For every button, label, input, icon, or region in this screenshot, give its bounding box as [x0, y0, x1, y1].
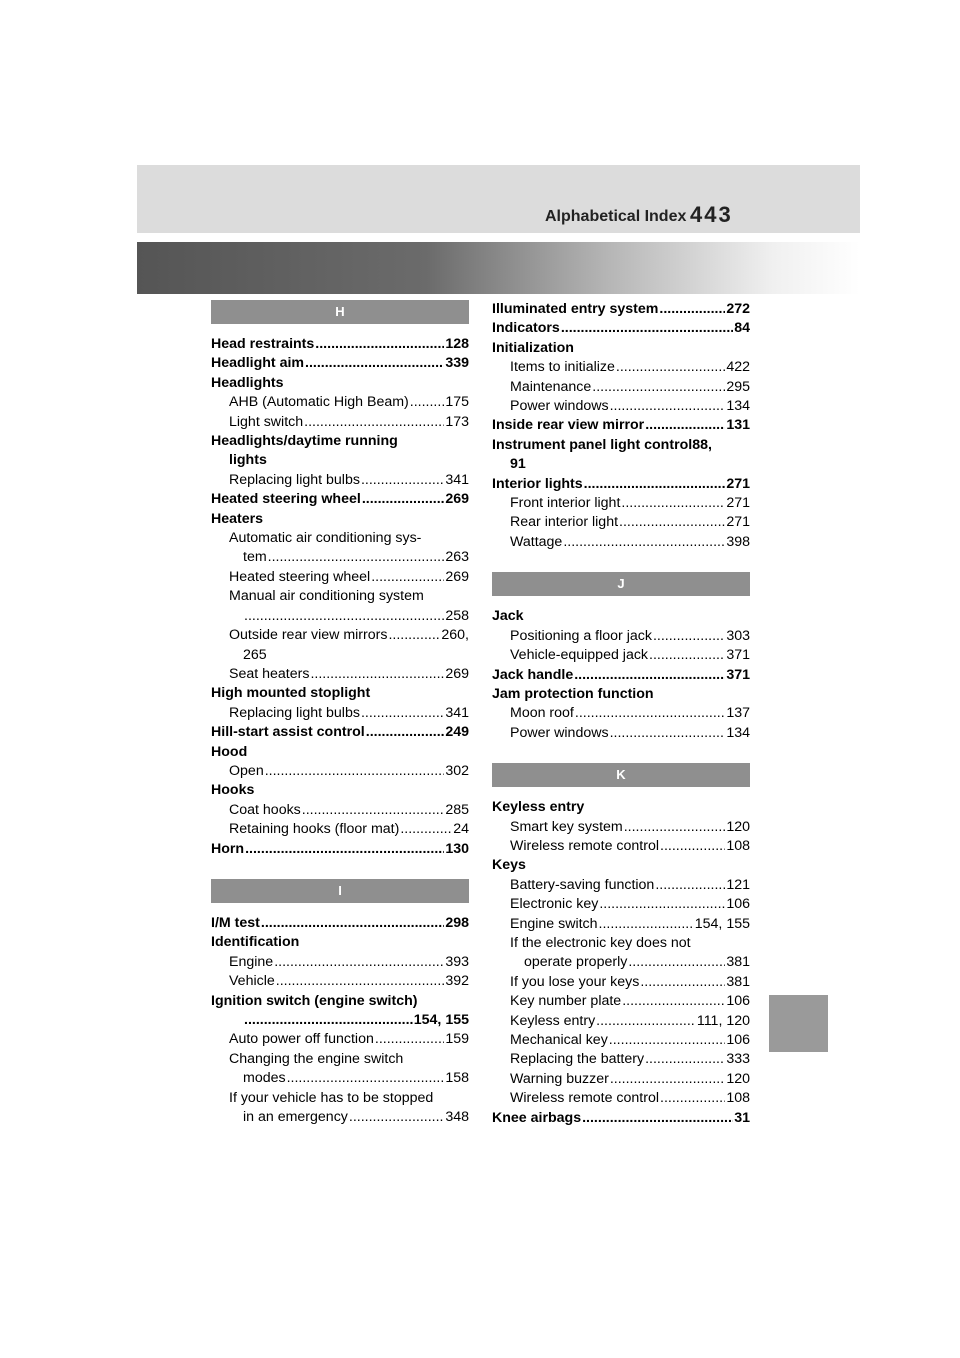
entry-page-ref: 263 [445, 549, 469, 566]
entry-label: Power windows [510, 398, 609, 415]
entry-page-ref: 158 [445, 1070, 469, 1087]
entry-label: Jack handle [492, 666, 574, 683]
entry-page-ref: 130 [445, 840, 469, 857]
dot-leader [274, 953, 444, 972]
entry-label: Wattage [510, 533, 563, 550]
dot-leader [619, 513, 725, 532]
index-entry [211, 393, 469, 412]
index-entry [492, 475, 750, 494]
index-entry [211, 723, 469, 742]
index-entry [211, 1108, 469, 1127]
entry-label: Outside rear view mirrors [229, 627, 388, 644]
entry-page-ref: 393 [445, 953, 469, 970]
entry-continuation: lights [229, 452, 267, 469]
entry-page-ref: 120 [726, 1070, 750, 1087]
index-entry [492, 627, 750, 646]
section-header: H [211, 300, 469, 324]
entry-label: in an emergency [243, 1109, 348, 1126]
dot-leader [362, 490, 445, 509]
index-entry [492, 300, 750, 319]
entry-label: Seat heaters [229, 665, 310, 682]
entry-page-ref: 106 [726, 896, 750, 913]
index-heading: Headlights [211, 374, 284, 391]
index-entry [492, 1109, 750, 1128]
dot-leader [315, 335, 444, 354]
entry-label: Inside rear view mirror [492, 417, 645, 434]
index-entry [492, 1070, 750, 1089]
index-entry [211, 914, 469, 933]
entry-page-ref: 339 [445, 355, 469, 372]
index-entry [211, 490, 469, 509]
entry-continuation: 91 [510, 456, 526, 473]
entry-page-ref: 269 [445, 568, 469, 585]
index-heading: Identification [211, 934, 300, 951]
dot-leader [574, 666, 725, 685]
dot-leader [268, 548, 445, 567]
index-entry [492, 1050, 750, 1069]
entry-continuation: 265 [243, 646, 267, 663]
entry-label: Replacing the battery [510, 1051, 645, 1068]
entry-page-ref: 108 [726, 1090, 750, 1107]
dot-leader [653, 627, 725, 646]
index-heading: Headlights/daytime running [211, 433, 398, 450]
index-entry [492, 876, 750, 895]
entry-page-ref: 269 [445, 491, 469, 508]
index-entry [492, 724, 750, 743]
index-heading: High mounted stoplight [211, 685, 371, 702]
entry-label: Vehicle-equipped jack [510, 647, 649, 664]
index-entry [211, 607, 469, 626]
entry-label: Front interior light [510, 495, 621, 512]
index-column-right [492, 300, 750, 1128]
entry-label: If you lose your keys [510, 973, 640, 990]
dot-leader [660, 1089, 725, 1108]
index-heading: Hood [211, 743, 248, 760]
entry-page-ref: 271 [726, 475, 750, 492]
dot-leader [621, 494, 725, 513]
index-entry [492, 704, 750, 723]
entry-label: Horn [211, 840, 245, 857]
entry-page-ref: 106 [726, 993, 750, 1010]
dot-leader [599, 915, 694, 934]
index-entry [211, 413, 469, 432]
index-heading: Ignition switch (engine switch) [211, 992, 418, 1009]
entry-page-ref: 134 [726, 398, 750, 415]
entry-page-ref: 348 [445, 1109, 469, 1126]
entry-label: Moon roof [510, 705, 574, 722]
entry-label: Electronic key [510, 896, 599, 913]
dot-leader [575, 704, 725, 723]
entry-page-ref: 120 [726, 818, 750, 835]
index-entry [211, 626, 469, 645]
section-header: K [492, 763, 750, 787]
entry-label: Rear interior light [510, 514, 619, 531]
index-entry [492, 818, 750, 837]
entry-label: Knee airbags [492, 1109, 582, 1126]
dot-leader [366, 723, 445, 742]
entry-label: Maintenance [510, 378, 592, 395]
section-header: J [492, 572, 750, 596]
entry-label: Indicators [492, 320, 560, 337]
entry-page-ref: 137 [726, 705, 750, 722]
index-entry [211, 471, 469, 490]
entry-page-ref: 134 [726, 724, 750, 741]
page-number: 443 [690, 202, 733, 227]
entry-label: Vehicle [229, 973, 275, 990]
dot-leader [361, 471, 444, 490]
index-entry [492, 358, 750, 377]
index-entry [492, 992, 750, 1011]
dot-leader [616, 358, 725, 377]
entry-page-ref: 295 [726, 378, 750, 395]
entry-label: operate properly [524, 954, 628, 971]
entry-page-ref: 333 [726, 1051, 750, 1068]
decorative-gradient-band [137, 242, 860, 294]
dot-leader [375, 1030, 444, 1049]
index-entry [492, 378, 750, 397]
index-subentry: Manual air conditioning system [229, 588, 424, 605]
dot-leader [310, 665, 444, 684]
entry-label: Warning buzzer [510, 1070, 609, 1087]
entry-label: Interior lights [492, 475, 583, 492]
index-entry [492, 1089, 750, 1108]
dot-leader [645, 1050, 725, 1069]
page-title: Alphabetical Index [545, 208, 687, 225]
entry-page-ref: 249 [445, 724, 469, 741]
entry-label: Headlight aim [211, 355, 305, 372]
entry-page-ref: 121 [726, 876, 750, 893]
dot-leader [304, 413, 444, 432]
dot-leader [655, 876, 725, 895]
dot-leader [244, 1011, 413, 1030]
entry-page-ref: 271 [726, 514, 750, 531]
index-entry [211, 1069, 469, 1088]
dot-leader [624, 818, 726, 837]
entry-page-ref: 154, 155 [694, 915, 750, 932]
dot-leader [645, 416, 725, 435]
entry-page-ref: 381 [726, 973, 750, 990]
entry-label: I/M test [211, 914, 260, 931]
entry-label: Wireless remote control [510, 837, 660, 854]
entry-page-ref: 173 [445, 413, 469, 430]
entry-page-ref: 24 [453, 821, 469, 838]
index-entry [211, 801, 469, 820]
index-column-left [211, 300, 469, 1127]
entry-label: Auto power off function [229, 1031, 374, 1048]
entry-label: Key number plate [510, 993, 622, 1010]
dot-leader [584, 475, 726, 494]
entry-label: Light switch [229, 413, 304, 430]
entry-page-ref: 272 [726, 301, 750, 317]
dot-leader [371, 568, 444, 587]
entry-label: Heated steering wheel [211, 491, 361, 508]
index-entry [211, 568, 469, 587]
index-entry [492, 416, 750, 435]
entry-page-ref: 131 [726, 417, 750, 434]
entry-label: Keyless entry [510, 1012, 596, 1029]
index-heading: Heaters [211, 510, 264, 527]
header-band [137, 165, 860, 233]
index-entry [211, 820, 469, 839]
index-heading: Keys [492, 857, 526, 874]
index-heading: Instrument panel light control88, [492, 436, 712, 453]
entry-label: Coat hooks [229, 801, 301, 818]
entry-label: Battery-saving function [510, 876, 655, 893]
dot-leader [592, 378, 725, 397]
entry-page-ref: 106 [726, 1032, 750, 1048]
entry-page-ref: 302 [445, 762, 469, 779]
index-subentry: Changing the engine switch [229, 1050, 404, 1067]
dot-leader [563, 533, 725, 552]
entry-page-ref: 108 [726, 837, 750, 854]
entry-page-ref: 341 [445, 471, 469, 488]
entry-page-ref: 371 [726, 666, 750, 683]
section-header: I [211, 879, 469, 903]
dot-leader [302, 801, 445, 820]
entry-page-ref: 269 [445, 665, 469, 682]
dot-leader [640, 973, 725, 992]
entry-label: Head restraints [211, 336, 315, 352]
entry-page-ref: 175 [445, 394, 469, 411]
entry-label: AHB (Automatic High Beam) [229, 394, 409, 411]
entry-label: Engine switch [510, 915, 598, 932]
index-heading: Initialization [492, 339, 574, 356]
dot-leader [582, 1109, 733, 1128]
index-entry [492, 895, 750, 914]
index-entry [211, 953, 469, 972]
index-entry [211, 665, 469, 684]
index-entry [211, 972, 469, 991]
entry-page-ref: 159 [445, 1031, 469, 1048]
entry-page-ref: 285 [445, 801, 469, 818]
index-entry [492, 837, 750, 856]
entry-page-ref: 271 [726, 495, 750, 512]
entry-label: Illuminated entry system [492, 301, 659, 317]
index-entry [211, 354, 469, 373]
entry-page-ref: 392 [445, 973, 469, 990]
dot-leader [305, 354, 444, 373]
index-entry [492, 513, 750, 532]
entry-page-ref: 31 [734, 1109, 750, 1126]
entry-label: tem [243, 549, 267, 566]
index-entry [492, 666, 750, 685]
entry-page-ref: 111, 120 [696, 1012, 750, 1029]
index-entry [492, 915, 750, 934]
entry-page-ref: 260, [441, 627, 469, 644]
entry-label: Smart key system [510, 818, 623, 835]
dot-leader [610, 397, 726, 416]
index-entry [492, 533, 750, 552]
entry-label: Items to initialize [510, 359, 615, 376]
index-entry [211, 548, 469, 567]
entry-page-ref: 84 [734, 320, 750, 337]
dot-leader [287, 1069, 445, 1088]
dot-leader [276, 972, 445, 991]
dot-leader [261, 914, 444, 933]
entry-label: Open [229, 762, 264, 779]
dot-leader [388, 626, 440, 645]
dot-leader [660, 837, 725, 856]
chapter-thumb-tab [769, 995, 828, 1052]
entry-page-ref: 398 [726, 533, 750, 550]
dot-leader [596, 1012, 696, 1031]
index-entry [492, 494, 750, 513]
entry-page-ref: 381 [726, 954, 750, 971]
entry-label: Replacing light bulbs [229, 471, 360, 488]
entry-page-ref: 341 [445, 704, 469, 721]
index-entry [492, 953, 750, 972]
dot-leader [400, 820, 452, 839]
index-subentry: Automatic air conditioning sys- [229, 530, 422, 547]
index-entry [492, 319, 750, 338]
dot-leader [622, 992, 725, 1011]
entry-page-ref: 298 [445, 914, 469, 931]
dot-leader [561, 319, 733, 338]
dot-leader [609, 1031, 726, 1050]
dot-leader [245, 840, 444, 859]
entry-label: Engine [229, 953, 274, 970]
index-entry [211, 704, 469, 723]
index-heading: Hooks [211, 782, 255, 799]
index-heading: Jack [492, 608, 524, 625]
index-heading: Jam protection function [492, 685, 654, 702]
index-entry [492, 646, 750, 665]
dot-leader [410, 393, 445, 412]
dot-leader [244, 607, 444, 626]
entry-page-ref: 303 [726, 627, 750, 644]
dot-leader [659, 300, 725, 319]
entry-label: Heated steering wheel [229, 568, 371, 585]
entry-label: Replacing light bulbs [229, 704, 360, 721]
dot-leader [610, 1070, 726, 1089]
entry-page-ref: 422 [726, 359, 750, 376]
entry-page-ref: 154, 155 [413, 1012, 469, 1028]
entry-label: Hill-start assist control [211, 724, 365, 741]
dot-leader [361, 704, 444, 723]
entry-label: Mechanical key [510, 1032, 608, 1048]
dot-leader [599, 895, 725, 914]
dot-leader [610, 724, 726, 743]
entry-label: modes [243, 1070, 286, 1087]
index-entry [492, 1012, 750, 1031]
index-entry [211, 335, 469, 354]
dot-leader [265, 762, 445, 781]
index-subentry: If the electronic key does not [510, 934, 691, 951]
entry-label: Wireless remote control [510, 1090, 660, 1107]
entry-label: Positioning a floor jack [510, 627, 652, 644]
index-entry [492, 973, 750, 992]
entry-page-ref: 128 [445, 336, 469, 352]
entry-label: Retaining hooks (floor mat) [229, 821, 400, 838]
dot-leader [649, 646, 725, 665]
index-entry [492, 397, 750, 416]
entry-page-ref: 258 [445, 607, 469, 624]
index-heading: Keyless entry [492, 799, 585, 816]
index-subentry: If your vehicle has to be stopped [229, 1089, 434, 1106]
index-entry [211, 762, 469, 781]
entry-page-ref: 371 [726, 647, 750, 664]
dot-leader [349, 1108, 444, 1127]
index-entry [492, 1031, 750, 1050]
index-entry [211, 840, 469, 859]
entry-label: Power windows [510, 724, 609, 741]
index-entry [211, 1030, 469, 1049]
dot-leader [628, 953, 725, 972]
index-entry [211, 1011, 469, 1030]
